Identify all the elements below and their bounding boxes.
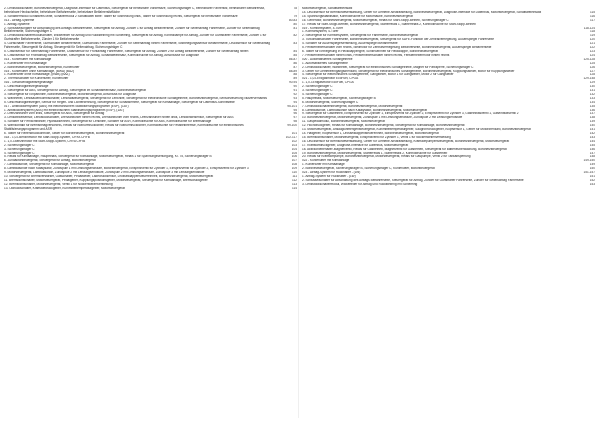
toc-entry-text: 2. Thermoschalter für Kühlerlüfter, Kühlerlüfter: [4, 77, 69, 81]
toc-entry: [4, 124, 297, 132]
toc-entry: [4, 34, 297, 42]
toc-entry-page: 90-94: [288, 81, 297, 85]
toc-entry-page: 88: [293, 73, 297, 77]
toc-entry-page: 145: [589, 143, 595, 147]
toc-entry-page: 117: [589, 18, 595, 22]
toc-entry-page: 101: [291, 132, 297, 135]
toc-entry-text: 11. Bremslichtschalter, Motorsteuergerät, Pedalgeber, Kupplungspositionsgeber, Motorsteuergerät, Steuergerät für Klimaanlage, Bremsdruckgeber: [4, 178, 208, 182]
toc-entry-text: 6. Taster für Reifendruckkontrolle, Taster für Bordnetzsteuergerät, Bordnetzsteuergerät: [4, 132, 125, 135]
toc-entry-page: 86-87: [288, 57, 297, 61]
toc-entry-text: 5. Geschwindigkeitsregler, Sensor für Regen- und Lichterkennung, Steuergerät für Schaltklemme, Steuergerät für Klimaanlage, Steuergerät für Datenbus-Schnittstelle: [4, 100, 235, 104]
toc-entry-page: 151-157: [583, 171, 595, 175]
toc-entry-text: 2. Sicherungsträger C: [4, 143, 35, 147]
toc-entry-page: 79: [293, 14, 297, 18]
toc-entry-text: 8. Lambdasonde, Lambdasonde nach Katalysator, Bordnetzsteuergerät, Motorsteuergerät: [302, 108, 428, 112]
toc-entry-text: 7. Fensterheberschalter hinten links, Fensterheberschalter hinten rechts, Fensterhebermotor hinten rechts: [302, 53, 450, 57]
toc-entry-text: 021 - 1,0-l-Erdgasmotor EcoFuel, CPGA: [302, 77, 359, 81]
toc-entry: [4, 187, 297, 191]
toc-entry-text: 023 - Airbag-System für Rückhalter - (LW): [302, 171, 361, 175]
toc-entry-text: 6. Crashsensor für Frontairbag Beifahrerseite, Steuergerät für Airbag, Schalttafeleinsatz, Kontrollleuchte für Airbag, Anschlüsse für Diagnose: [4, 53, 199, 57]
toc-entry-page: 135: [589, 104, 595, 108]
toc-entry-text: 3. Geber für Getriebeeingangsdrehzahl, Steuergerät für elektronisches Schaltgetriebe, Bordnetzsteuergerät, Kupplungssteller, Motor für Kupplungssteller: [302, 69, 515, 73]
toc-entry-text: 6. Motorsteuergerät, Sicherungsträger C: [302, 100, 359, 104]
toc-entry-page: 103: [291, 143, 297, 147]
toc-entry-text: 018 - 1,0-l-Benzinmotor mit Start-Stopp-System, CHYA CHYB: [4, 135, 90, 139]
toc-entry-text: 8. Lambdasonde nach Katalysator, Zündspule 1 mit Leistungsendstufe, Motorsteuergerät, Einspritzventil für Zylinder 1, Einspritzventil für Zylinder 2, Einspritzventil für Zylinder 3: [4, 167, 249, 171]
toc-entry-page: 95-101: [287, 104, 297, 108]
toc-entry-text: 1. Airbag-System für Rückhalter - (LW): [302, 174, 356, 178]
toc-entry-page: 115: [589, 10, 595, 14]
toc-entry-text: 2. Lenkstockschalter, Bordnetzsteuergerät, Diagnose-Interface für Datenbus, Steuergerät für beheizbare Vordersitze, Sicherungsträger C, beheizbarer Fahrersitz, beheizbarer Beifahrersitz, beheizbare Heckscheibe, beheizbare Beifahrerseite, beheizbare Beifahrersitzfläche: [4, 7, 265, 14]
toc-entry-page: 111: [292, 174, 297, 178]
toc-column-left: [4, 7, 297, 191]
toc-entry-page: 84: [293, 49, 297, 53]
toc-entry-page: 82: [293, 34, 297, 38]
toc-entry-text: 019 - Komfortsystem, 4-Türer: [302, 26, 344, 30]
toc-entry-text: 16. Generator, Bordnetzsteuergerät, Motorsteuergerät, Relais für Start-Stopp-Betrieb, Sicherungsträger C: [302, 18, 449, 22]
toc-entry-text: 11. Gaspedalmodul, Bordnetzsteuergerät, Motorsteuergerät: [302, 120, 385, 124]
toc-entry-text: 013 - Airbag-Systeme: [4, 18, 35, 22]
toc-entry-text: 2. Steuergerät für Komfortsystem, Steuergerät für Fahrerseite, Bordnetzsteuergerät: [302, 34, 418, 38]
toc-entry-text: 2. Bordnetzsteuergerät, Motorsteuergerät, Kühlerlüfter: [4, 65, 80, 69]
toc-entry-text: 17. Kraftstoffdruckgeber, Diagnose-Interface für Datenbus, Motorsteuergerät: [302, 143, 409, 147]
toc-entry-page: 118-124: [583, 26, 595, 30]
toc-entry-page: 113: [291, 182, 297, 186]
toc-entry-text: 1. Kühlerlüfter mit Klimaanlage: [302, 163, 345, 167]
toc-entry-page: 107: [291, 159, 297, 163]
toc-entry-page: 97: [293, 116, 297, 120]
toc-entry-page: 102: [291, 139, 297, 143]
toc-entry: [4, 7, 297, 15]
toc-entry-text: 18. Aktivkohlebehälter-Magnetventil, Relais für Gasbetrieb, Magnetventil für Gasbetrieb, Steuergerät für Batterieüberwachung, Bordnetzsteuergerät: [302, 147, 507, 151]
toc-entry-text: 015 - Kühlerlüfter ohne Klimaanlage, (BWA) (BAZ): [4, 69, 75, 73]
toc-entry-page: 131: [589, 89, 595, 93]
toc-entry-text: 14. Hallgeber, Klopfsensor 1, Drosselklappensteuereinheit, Bordnetzsteuergerät, Motorsteuergerät: [302, 132, 439, 135]
toc-entry-page: 89: [293, 77, 297, 81]
toc-entry-text: 5. Hauptrelais, Motorsteuergerät, Sicherungsträger B: [302, 96, 376, 100]
toc-entry-page: 125-128: [583, 57, 595, 61]
toc-entry-page: 129-148: [583, 77, 595, 81]
toc-entry-page: 137: [589, 112, 595, 116]
toc-entry-text: 017 - Antiblockiersystem (ABS) mit elektronischem Stabilisierungsprogramm (ESP), (1AT): [4, 104, 129, 108]
toc-entry-page: 80: [293, 22, 297, 26]
toc-entry-page: 87: [293, 65, 297, 69]
toc-entry-page: 133: [589, 96, 595, 100]
toc-entry-text: 15. Bremslichtschalter, Motorsteuergerät, Einspritzventil für Zylinder 1, Ventil 1 für Nockenwellenverstellung: [302, 135, 451, 139]
toc-entry-page: 106: [291, 155, 297, 159]
toc-entry-page: 91: [293, 89, 297, 93]
toc-entry-text: 3. Türkontaktschalter Fahrerseite, Bordnetzsteuergerät, Steuergerät für SAFE-Funktion der Zentralverriegelung, Außenspiegel Fahrerseite: [302, 38, 494, 42]
toc-entry-page: 85: [293, 53, 297, 57]
toc-entry-text: 1. Automatisiertes Schaltgetriebe: [302, 61, 348, 65]
toc-entry-page: 80-83: [288, 18, 297, 22]
toc-entry-text: 1. Airbag-Systeme: [4, 22, 30, 26]
toc-entry-page: 144: [589, 139, 595, 143]
column-divider: [298, 6, 299, 418]
toc-entry-text: 10. Steuergerät für Bremsverstärker, Gasschalter, Pedalsteller, Ladedrucksensor, Drosselklappensteuereinheit, Bordnetzsteuergerät, Motorsteuergerät: [4, 174, 214, 178]
toc-entry-page: 122: [589, 46, 595, 50]
toc-entry-text: 13. Motorsteuergerät, Ansaugluftmengensteuergerät, Kühlmitteltemperaturgeber, Saugrohrdruckgeber, Klopfsensor 1, Geber für Motordrehzahl, Bordnetzsteuergerät: [302, 128, 531, 132]
toc-entry-page: 148: [589, 155, 595, 159]
toc-entry-page: 136: [589, 108, 595, 112]
toc-entry-page: 119: [589, 34, 595, 38]
toc-entry-text: 19. Bordnetzsteuergerät, Motorsteuergerät, Starterrelais 1, Starterrelais 2, Kontrollleuchte für Gasbetrieb: [302, 151, 448, 155]
toc-entry-page: 140: [589, 124, 595, 128]
toc-entry-page: 128: [589, 73, 595, 77]
toc-entry-text: 1. Kühlerlüfter mit Klimaanlage: [4, 61, 47, 65]
toc-entry-page: 143: [589, 135, 595, 139]
toc-entry-page: 116: [589, 14, 595, 18]
toc-entry-text: 20. Relais für Kraftstoffpumpe, Bordnetzsteuergerät, Motorsteuergerät, Relais für Gaspumpe, Ventil 2 für Tankabsperrung: [302, 155, 471, 159]
toc-entry: [4, 42, 297, 50]
toc-entry-text: 15. Spannungsstabilisator, Kontrollleuchte für Motorhaube, Bordnetzsteuergerät: [302, 14, 413, 18]
toc-entry-text: 4. Sicherungsträger C: [4, 151, 35, 155]
toc-entry-page: 81: [293, 26, 297, 30]
toc-entry-page: 109: [291, 167, 297, 171]
toc-entry-page: 151: [589, 174, 595, 178]
toc-entry-page: 134: [589, 100, 595, 104]
toc-entry-text: 10. Bordnetzsteuergerät, Motorsteuergerät, Zündspule 1 mit Leistungsendstufe, Zündspule 2 mit Leistungsendstufe: [302, 116, 463, 120]
toc-entry-page: 138: [589, 116, 595, 120]
toc-entry-text: 1. Kühlerlüfter ohne Klimaanlage, (BWA) (BAZ): [4, 73, 70, 77]
toc-entry-text: Motorsteuergerät, Schalttafeleinsatz: [302, 7, 353, 10]
toc-entry-page: 147: [589, 151, 595, 155]
toc-entry-text: 5. Relais für Klimaanlage, Hauptrelais, Steuergerät für Klimaanlage, Motorsteuergerät, Relais 1 für Spannungsversorgung, Kl. 75, Sicherungsträger B: [4, 155, 212, 159]
toc-entry-page: 112: [291, 178, 297, 182]
toc-entry-text: 1. Komfortsystem, 4-Türer: [302, 30, 339, 34]
toc-entry-text: 1. Antiblockiersystem (ABS) mit elektronischem Stabilisierungsprogramm (ESP), (1AT): [4, 108, 125, 112]
toc-entry-page: 142: [589, 132, 595, 135]
toc-entry-page: 110: [291, 171, 297, 175]
toc-entry-page: 83: [293, 42, 297, 46]
toc-entry-text: 4. Gurtschalter Fahrerseite, Gurtschalter Beifahrerseite, Gurtschloss Fahrerseite, Zünder für Seitenairbag hinten Fahrerseite, Sitzbelegungssensor Beifahrerseite, Drucksensor für Seitenairbag Fahrerseite, Steuergerät für Airbag, Steuergerät für Seitenairbag, Sicherungsträger C: [4, 42, 271, 50]
toc-entry-page: 98: [293, 120, 297, 124]
toc-entry: [4, 27, 297, 35]
toc-entry-text: 3. Sicherungsträger C: [4, 147, 35, 151]
toc-entry-text: 17. Relais für Start-Stopp-Betrieb, Bordnetzsteuergerät, Starterrelais 1, Starterrelais 2, Kontrollleuchte für Start-Stopp-Betrieb: [302, 22, 476, 26]
toc-entry-text: 014 - Kühlerlüfter mit Klimaanlage: [4, 57, 52, 61]
toc-entry-text: 16. Drucksensor für Bremskraftverstärkung, Geber für Getriebe-Neutralstellung, Kraftstoffpumpensteuergerät, Bordnetzsteuergerät, Motorsteuergerät: [302, 139, 510, 143]
toc-entry-text: 3. Lenkstockschaltermodul, Wickelfeder für Airbag und Rückstellring mit Schleifring: [302, 182, 418, 186]
toc-entry-page: 129: [589, 81, 595, 85]
toc-entry-text: 3. Steuergerät für Einparkhilfe, Bordnetzsteuergerät, Motorsteuergerät, Anschluss für Diagnose: [4, 92, 137, 96]
toc-entry-text: 1. 1,0-l-Erdgasmotor EcoFuel, CPGA: [302, 81, 354, 85]
toc-entry-text: 7. Lenkstockschaltersteuergerät, Bordnetzsteuergerät, Motorsteuergerät: [302, 104, 403, 108]
toc-entry-text: 4. Wählhebel, Lenksäulenkombischalter, Lenkradsteuergerät, Steuergerät für Lenkhilfe, Steuergerät für elektronische Schaltgetriebe, Bordnetzsteuergerät, Sensorsteuerung Nutzerverhältnis: [4, 96, 267, 100]
toc-entry-text: 12. Hochdruckgeber, Relais für Klimaanlage, Bordnetzsteuergerät, Steuergerät für Klimaanlage, Bordnetzsteuergerät: [302, 124, 465, 128]
toc-entry-page: 93: [293, 96, 297, 100]
toc-entry-page: 104: [291, 147, 297, 151]
toc-entry-text: 2. Steuergerät für ABS, Steuergerät für Airbag, Steuergerät im Schalttafeleinsatz, Bordnetzsteuergerät: [4, 89, 146, 93]
toc-entry-page: 95: [293, 108, 297, 112]
toc-entry-text: 2. Lenkstockschalter, Wählhebel, Steuergerät für elektronisches Schaltgetriebe, Magnet für Parksperre, Sicherungsträger C: [302, 65, 474, 69]
toc-entry-text: 5. Fensterheberschalter vorn rechts, Stellmotor für Zentralverriegelung Beifahrerseite, Bordnetzsteuergerät, Außenspiegel Beifahrerseite: [302, 46, 492, 50]
toc-entry-page: 141: [589, 128, 595, 132]
toc-entry-text: 3. Sicherungsträger C: [302, 89, 333, 93]
toc-entry-page: 123: [589, 49, 595, 53]
toc-entry-page: 114: [291, 186, 297, 190]
toc-entry-page: 88-89: [288, 69, 297, 73]
toc-entry-page: 99-100: [287, 124, 297, 128]
toc-entry-text: 3. Schalttermodul Schaltkreis Mitte, Schaltermodul 2 Schaltkabel Mitte: Taster für Sitzheizung links, Taster für Sitzheizung rechts, Steuergerät für beheizbare Vordersitze: [4, 14, 238, 18]
toc-entry-page: 149-150: [583, 159, 595, 163]
toc-entry: [302, 183, 595, 187]
toc-entry-text: 12. Bremslichtschalter, Motorsteuergerät, Ventil 1 für Nockenwellenverstellung: [4, 182, 113, 186]
toc-entry-page: 146: [589, 147, 595, 151]
toc-entry-text: 1. 1,0-l-Benzinmotor mit Start-Stopp-System, CHYA CHYB: [4, 139, 86, 143]
toc-entry-page: 132: [589, 92, 595, 96]
toc-entry-page: 78: [293, 7, 297, 10]
toc-entry-text: 3. Lenkwinkelsensor, Lenkstockschalter, Drehzahlfühler hinten rechts, Drehzahlfühler vorn rechts, Drehzahlfühler hinten links, Lenkwinkelsensor, Steuergerät für ABS: [4, 116, 234, 120]
toc-entry-text: 7. Lambdasonde, Steuergerät für Klimaanlage, Motorsteuergerät: [4, 163, 94, 167]
toc-entry-text: 2. Drehzahlfühler vorn links, Steuergerät für ABS, Steuergerät für Airbag: [4, 112, 105, 116]
toc-entry-page: 102-117: [285, 135, 297, 139]
toc-entry-text: 4. Schalter für Fernlichtblinker, Hydraulikeinheit, Steuergerät für Lenkhilfe, Schalter für ASR, Kontrollleuchte für ABS, Kontrollleuchte für Bremsanlage: [4, 120, 212, 124]
toc-entry-page: 120: [589, 38, 595, 42]
toc-entry-text: 2. Schlüsselschalter für Abschaltung des Airbags Beifahrerseite, Steuergerät für Airbag, Zünder für Gurtstraffer Fahrerseite, Zünder für Seitenairbag Fahrerseite: [302, 178, 524, 182]
toc-entry-text: 14. Drucksensor für Bremskraftverstärkung, Geber für Getriebe-Neutralstellung, Bordnetzsteuergerät, Diagnose-Interface für Datenbus, Motorsteuergerät, Schalttafeleinsatz: [302, 10, 542, 14]
toc-entry-page: 96: [293, 112, 297, 116]
toc-column-right: [302, 7, 595, 187]
toc-entry-text: 020 - Automatisiertes Schaltgetriebe: [302, 57, 353, 61]
toc-entry-page: 130: [589, 85, 595, 89]
toc-entry-text: 6. Zündaktorsteuergerät, Steuergerät für Airbag, Motorsteuergerät: [4, 159, 96, 163]
toc-entry-text: 2. Sicherungsträger C: [302, 85, 333, 89]
toc-entry-page: 105: [291, 151, 297, 155]
toc-entry-page: 126: [589, 65, 595, 69]
toc-entry-page: 150: [589, 167, 595, 171]
toc-entry-page: 124: [589, 53, 595, 57]
toc-entry-page: 92: [293, 92, 297, 96]
toc-entry-page: 94: [293, 100, 297, 104]
toc-entry-page: 153: [589, 182, 595, 186]
toc-entry-text: 9. Motorsteuergerät, Lambdasonde, Zündspule 2 mit Leistungsendstufe, Zündspule 2 mit Leistungsendstufe, Zündspule 3 mit Leistungsendstufe: [4, 171, 205, 175]
toc-entry-text: 1. Geschwindigkeitsregelanlage: [4, 85, 49, 89]
toc-entry-text: 13. Öldruckschalter, Kraftstoffdruckgeber, Kühlmitteltemperaturgeber, Motorsteuergerät: [4, 186, 125, 190]
toc-entry-page: 90: [293, 85, 297, 89]
toc-entry-page: 127: [589, 69, 595, 73]
toc-entry-page: 86: [293, 61, 297, 65]
toc-entry-page: 125: [589, 61, 595, 65]
toc-entry-text: 5. Crashsensor für Seitenairbag Fahrerseite, Crashsensor für Frontairbag Fahrerseite, Steuergerät für Airbag, Zünder 2 für Airbag Beifahrerseite, Zünder für Seitenairbag hinten: [4, 49, 249, 53]
toc-entry-text: 022 - Kühlerlüfter mit Klimaanlage: [302, 159, 350, 163]
toc-entry-text: 9. Steuergerät für Gasbetrieb, Einspritzventil für Zylinder 1, Einspritzventil für Zylinder 2, Einspritzventil für Zylinder 3, Gaseinblasventil 1, Gaseinblasventil 2: [302, 112, 519, 116]
toc-entry-page: 108: [291, 163, 297, 167]
toc-entry-page: 121: [589, 42, 595, 46]
toc-entry-text: 4. Sicherungsträger C: [302, 92, 333, 96]
toc-entry-text: 2. Bordnetzsteuergerät, Sicherungsträger B, Sicherungsträger C, Kühlerlüfter, Motorsteuergerät: [302, 167, 435, 171]
toc-entry-text: 6. Taster für Entriegelung in Heckklappengriff, Schließeinheit für Heckklappe, Bordnetzsteuergerät: [302, 49, 439, 53]
toc-entry-page: 139: [589, 120, 595, 124]
toc-entry-page: 149: [589, 163, 595, 167]
toc-entry-page: 118: [589, 30, 595, 34]
toc-entry-text: 4. Schalter für Außenspiegelverstellung, Außenspiegel Beifahrerseite: [302, 42, 398, 46]
toc-entry-text: 4. Steuergerät für elektronisches Schaltgetriebe, Gangsteller, Motor 1 für Gangsteller, Motor 2 für Gangsteller: [302, 73, 454, 77]
toc-entry-page: 152: [589, 178, 595, 182]
toc-entry-text: 3. Lenkstockschaltermodulschalter, Wickelfeder für Airbag und Rückstellring mit Schleifring, Steuergerät für Airbag, Kontrolllampe für Airbag, Zünder für Gurtstraffer Fahrerseite, Zünder 1 für Gurtstraffer Beifahrerseite, Zünder 1 für Beifahrerseite: [4, 34, 267, 42]
toc-entry-text: 5. Warnkontakt für Bremsbelagverschleiß, Relais für Nothurmrücklichter, Relais für Nothurmrücklichter, Kontrollleuchte für Feststellbremse, Kontrollleuchte für elektronisches Stabilisierungsprogramm und ASR: [4, 124, 244, 132]
toc-entry-text: 016 - Geschwindigkeitsregelanlage: [4, 81, 53, 85]
toc-entry-text: 2. Schlüsselschalter für Abschaltung des Airbags Beifahrerseite, Steuergerät für Airbag, Zünder 1 für Airbag Beifahrerseite, Zünder für Seitenairbag Fahrerseite, Zünder für Seitenairbag Beifahrerseite, Sicherungsträger C: [4, 26, 260, 34]
